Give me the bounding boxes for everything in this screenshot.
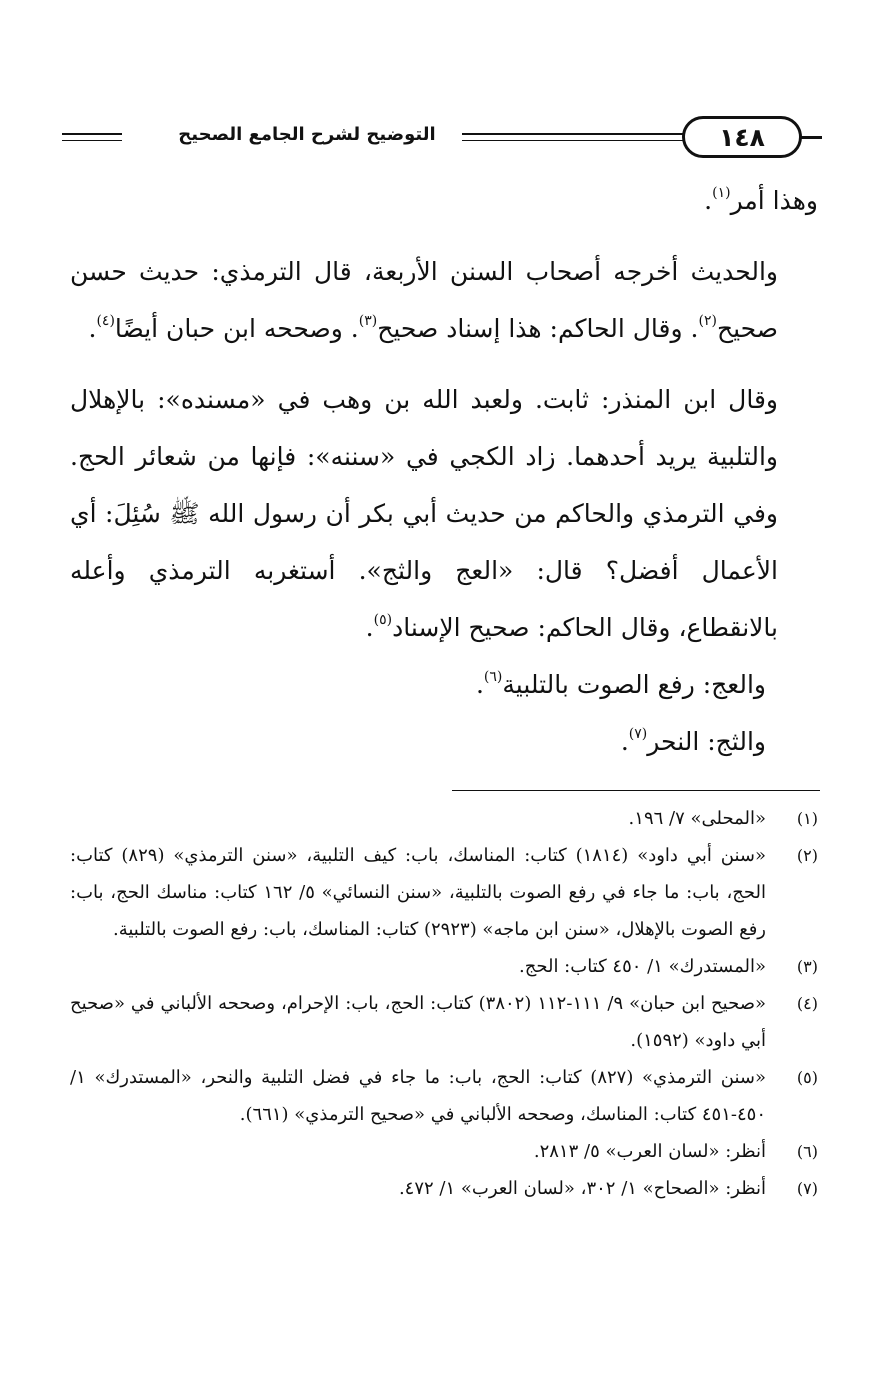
footnote-ref-2: (٢) [698,313,717,329]
header-rule-left-top [62,133,122,135]
paragraph-1 [70,172,818,229]
footnote-number: (٤) [796,994,818,1013]
footnote-number: (٣) [796,957,818,976]
paragraph-4-end: . [475,670,484,699]
footnote-ref-7: (٧) [628,726,648,742]
footnote-number: (٧) [796,1179,818,1198]
paragraph-2-end: . [88,314,97,343]
paragraph-4 [70,656,818,713]
footnote-4 [70,985,818,1059]
paragraph-3-text: وقال ابن المنذر: ثابت. ولعبد الله بن وهب في «مسنده»: بالإهلال والتلبية يريد أحدهما. زاد الكجي في «سننه»: فإنها من شعائر الحج. وفي الترمذي والحاكم من حديث أبي بكر أن رسول الله ﷺ سُئِلَ: أي الأعمال أفضل؟ قال: «العج والثج». أستغربه الترمذي وأعله بالانقطاع، وقال الحاكم: صحيح الإسناد [70,385,778,642]
footnote-ref-6: (٦) [483,669,503,685]
footnote-ref-3: (٣) [358,313,378,329]
main-text [70,172,818,770]
footnote-separator [452,790,820,791]
paragraph-2-part-b: . وقال الحاكم: هذا إسناد صحيح [377,314,699,343]
page-header [62,114,822,164]
footnote-number: (١) [796,809,818,828]
paragraph-1-end: . [704,186,713,215]
paragraph-2-part-c: . وصححه ابن حبان أيضًا [114,314,359,343]
footnote-text: «سنن الترمذي» (٨٢٧) كتاب: الحج، باب: ما جاء في فضل التلبية والنحر، «المستدرك» ١/ ٤٥٠-٤٥١ كتاب: المناسك، وصححه الألباني في «صحيح الترمذي» (٦٦١). [70,1067,767,1125]
page-number: ١٤٨ [682,116,802,158]
paragraph-3-end: . [365,613,374,642]
footnote-number: (٦) [796,1142,818,1161]
footnote-number: (٢) [796,846,818,865]
footnote-number: (٥) [796,1068,818,1087]
footnote-text: «المستدرك» ١/ ٤٥٠ كتاب: الحج. [519,956,766,977]
footnote-2 [70,837,818,948]
footnote-text: «صحيح ابن حبان» ٩/ ١١١-١١٢ (٣٨٠٢) كتاب: الحج، باب: الإحرام، وصححه الألباني في «صحيح أبي داود» (١٥٩٢). [70,993,766,1051]
paragraph-4-text: والعج: رفع الصوت بالتلبية [502,670,766,699]
footnote-text: أنظر: «الصحاح» ١/ ٣٠٢، «لسان العرب» ١/ ٤٧٢. [398,1178,766,1199]
footnote-text: أنظر: «لسان العرب» ٥/ ٢٨١٣. [533,1141,766,1162]
header-rule-left-bottom [62,140,122,141]
footnote-1 [70,800,818,837]
footnotes [70,800,818,1207]
header-rule-middle-top [462,133,684,135]
footnote-ref-1: (١) [712,185,731,201]
paragraph-2-part-a: والحديث أخرجه أصحاب السنن الأربعة، قال الترمذي: حديث حسن صحيح [70,257,778,343]
footnote-6 [70,1133,818,1170]
paragraph-5 [70,713,818,770]
footnote-5 [70,1059,818,1133]
paragraph-3 [70,371,818,656]
footnote-7 [70,1170,818,1207]
footnote-text: «المحلى» ٧/ ١٩٦. [628,808,766,829]
paragraph-2 [70,243,818,357]
footnote-3 [70,948,818,985]
footnote-ref-4: (٤) [96,313,115,329]
footnote-text: «سنن أبي داود» (١٨١٤) كتاب: المناسك، باب: كيف التلبية، «سنن الترمذي» (٨٢٩) كتاب: الحج، باب: ما جاء في رفع الصوت بالتلبية، «سنن النسائي» ٥/ ١٦٢ كتاب: مناسك الحج، باب: رفع الصوت بالإهلال، «سنن ابن ماجه» (٢٩٢٣) كتاب: المناسك، باب: رفع الصوت بالتلبية. [70,845,766,940]
running-title: التوضيح لشرح الجامع الصحيح [157,124,457,145]
header-rule-middle-bottom [462,140,684,141]
header-rule-right [800,136,822,139]
footnote-ref-5: (٥) [373,612,393,628]
paragraph-1-text: وهذا أمر [730,186,818,215]
paragraph-5-end: . [620,727,629,756]
paragraph-5-text: والثج: النحر [647,727,766,756]
